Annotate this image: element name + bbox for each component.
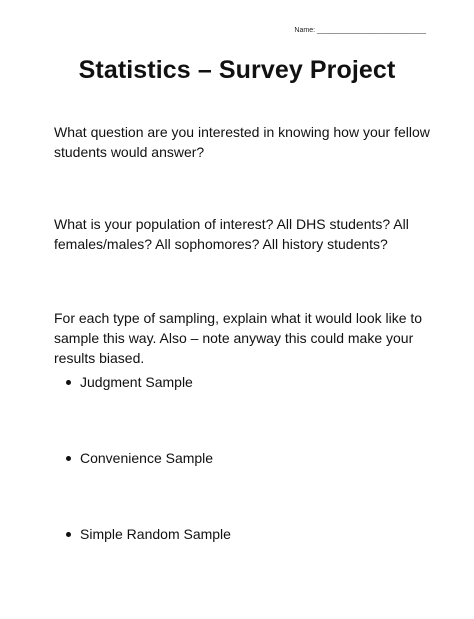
bullet-label: Convenience Sample [80,450,214,466]
question-paragraph: What question are you interested in knowing how your fellow students would answer? [54,124,430,160]
population-paragraph: What is your population of interest? All DHS students? All females/males? All sophomores? All history students? [54,216,409,252]
bullet-icon [66,456,71,461]
bullet-item-judgment [66,372,193,392]
bullet-icon [66,532,71,537]
sampling-paragraph: For each type of sampling, explain what it would look like to sample this way. Also – note anyway this could make your results biased. [54,310,423,366]
bullet-label: Judgment Sample [80,374,193,390]
bullet-label: Simple Random Sample [80,526,231,542]
page-title: Statistics – Survey Project [78,56,396,84]
bullet-item-simple-random [66,524,231,544]
bullet-icon [66,380,71,385]
bullet-item-convenience [66,448,213,468]
name-field: Name: ____________________________ [294,27,426,34]
